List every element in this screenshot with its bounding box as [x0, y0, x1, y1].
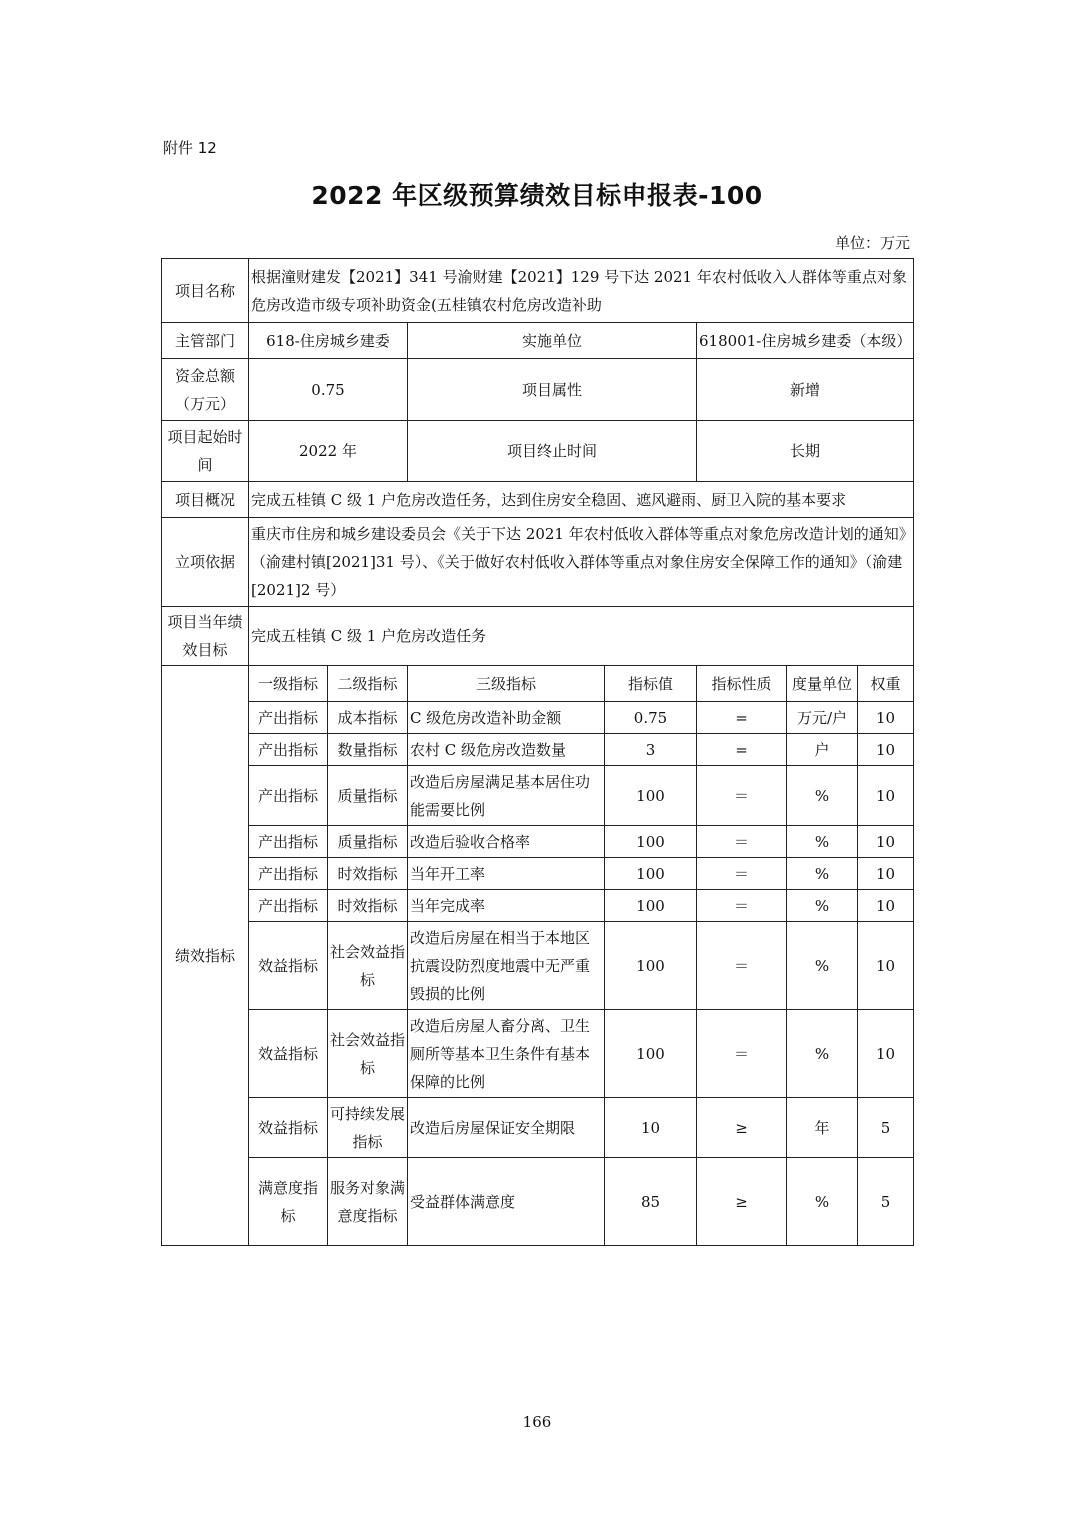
row-project-name	[162, 259, 914, 323]
row-goal	[162, 607, 914, 666]
indicator-nature: ≥	[697, 1158, 787, 1246]
measure-unit: %	[787, 858, 858, 890]
weight: 10	[858, 1010, 914, 1098]
level1-indicator: 产出指标	[249, 734, 328, 766]
project-name-label: 项目名称	[162, 259, 249, 323]
measure-unit: 户	[787, 734, 858, 766]
end-label: 项目终止时间	[408, 421, 697, 482]
level3-indicator: 改造后房屋人畜分离、卫生厕所等基本卫生条件有基本保障的比例	[408, 1010, 605, 1098]
level2-indicator: 数量指标	[328, 734, 408, 766]
indicator-nature: ≥	[697, 1098, 787, 1158]
level1-indicator: 效益指标	[249, 1010, 328, 1098]
indicator-value: 10	[605, 1098, 697, 1158]
level3-indicator: 改造后房屋满足基本居住功能需要比例	[408, 766, 605, 826]
performance-indicators-label: 绩效指标	[162, 666, 249, 1246]
indicator-value: 100	[605, 922, 697, 1010]
row-period	[162, 421, 914, 482]
level3-indicator: 改造后房屋在相当于本地区抗震设防烈度地震中无严重毁损的比例	[408, 922, 605, 1010]
row-basis	[162, 518, 914, 607]
dept-value: 618-住房城乡建委	[249, 323, 408, 359]
table-row	[162, 734, 914, 766]
row-department	[162, 323, 914, 359]
level3-indicator: 当年开工率	[408, 858, 605, 890]
level1-indicator: 产出指标	[249, 858, 328, 890]
measure-unit: 万元/户	[787, 702, 858, 734]
indicator-header-row	[162, 666, 914, 702]
indicator-nature: ＝	[697, 890, 787, 922]
level1-indicator: 满意度指标	[249, 1158, 328, 1246]
header-weight: 权重	[858, 666, 914, 702]
overview-value: 完成五桂镇 C 级 1 户危房改造任务，达到住房安全稳固、遮风避雨、厨卫入院的基本要求	[249, 482, 914, 518]
level2-indicator: 质量指标	[328, 766, 408, 826]
level2-indicator: 时效指标	[328, 890, 408, 922]
level2-indicator: 社会效益指标	[328, 1010, 408, 1098]
weight: 5	[858, 1158, 914, 1246]
measure-unit: %	[787, 826, 858, 858]
dept-label: 主管部门	[162, 323, 249, 359]
weight: 10	[858, 858, 914, 890]
indicator-nature: ＝	[697, 858, 787, 890]
table-row	[162, 1098, 914, 1158]
weight: 10	[858, 766, 914, 826]
table-row	[162, 1158, 914, 1246]
table-body	[162, 259, 914, 1246]
indicator-value: 0.75	[605, 702, 697, 734]
table-row	[162, 858, 914, 890]
funds-value: 0.75	[249, 359, 408, 421]
level3-indicator: 改造后房屋保证安全期限	[408, 1098, 605, 1158]
indicator-value: 85	[605, 1158, 697, 1246]
goal-label: 项目当年绩效目标	[162, 607, 249, 666]
table-row	[162, 826, 914, 858]
level1-indicator: 效益指标	[249, 1098, 328, 1158]
measure-unit: %	[787, 922, 858, 1010]
weight: 10	[858, 826, 914, 858]
indicator-nature: =	[697, 734, 787, 766]
goal-value: 完成五桂镇 C 级 1 户危房改造任务	[249, 607, 914, 666]
attr-value: 新增	[697, 359, 914, 421]
attr-label: 项目属性	[408, 359, 697, 421]
weight: 10	[858, 734, 914, 766]
weight: 10	[858, 922, 914, 1010]
weight: 5	[858, 1098, 914, 1158]
header-indicator-nature: 指标性质	[697, 666, 787, 702]
table-row	[162, 922, 914, 1010]
funds-label: 资金总额（万元）	[162, 359, 249, 421]
impl-label: 实施单位	[408, 323, 697, 359]
project-name-value: 根据潼财建发【2021】341 号渝财建【2021】129 号下达 2021 年农村低收入人群体等重点对象危房改造市级专项补助资金(五桂镇农村危房改造补助	[249, 259, 914, 323]
level1-indicator: 产出指标	[249, 702, 328, 734]
header-level3-indicator: 三级指标	[408, 666, 605, 702]
indicator-value: 100	[605, 826, 697, 858]
level3-indicator: 改造后验收合格率	[408, 826, 605, 858]
header-level1-indicator: 一级指标	[249, 666, 328, 702]
header-measure-unit: 度量单位	[787, 666, 858, 702]
level3-indicator: 受益群体满意度	[408, 1158, 605, 1246]
level1-indicator: 产出指标	[249, 766, 328, 826]
level1-indicator: 产出指标	[249, 890, 328, 922]
row-funds	[162, 359, 914, 421]
row-overview	[162, 482, 914, 518]
measure-unit: %	[787, 766, 858, 826]
indicator-value: 100	[605, 858, 697, 890]
measure-unit: %	[787, 890, 858, 922]
indicator-nature: ＝	[697, 1010, 787, 1098]
basis-label: 立项依据	[162, 518, 249, 607]
level3-indicator: C 级危房改造补助金额	[408, 702, 605, 734]
page-number: 166	[522, 1413, 552, 1431]
page-title: 2022 年区级预算绩效目标申报表-100	[311, 181, 763, 210]
level2-indicator: 社会效益指标	[328, 922, 408, 1010]
indicator-value: 3	[605, 734, 697, 766]
weight: 10	[858, 890, 914, 922]
header-level2-indicator: 二级指标	[328, 666, 408, 702]
level3-indicator: 当年完成率	[408, 890, 605, 922]
level2-indicator: 成本指标	[328, 702, 408, 734]
indicator-value: 100	[605, 766, 697, 826]
level1-indicator: 产出指标	[249, 826, 328, 858]
measure-unit: 年	[787, 1098, 858, 1158]
budget-target-table	[161, 258, 914, 1246]
end-value: 长期	[697, 421, 914, 482]
level2-indicator: 质量指标	[328, 826, 408, 858]
indicator-nature: =	[697, 702, 787, 734]
indicator-value: 100	[605, 1010, 697, 1098]
indicator-nature: ＝	[697, 826, 787, 858]
level1-indicator: 效益指标	[249, 922, 328, 1010]
indicator-nature: ＝	[697, 922, 787, 1010]
table-row	[162, 702, 914, 734]
overview-label: 项目概况	[162, 482, 249, 518]
level2-indicator: 可持续发展指标	[328, 1098, 408, 1158]
unit-label: 单位：万元	[834, 234, 910, 252]
table-row	[162, 766, 914, 826]
weight: 10	[858, 702, 914, 734]
measure-unit: %	[787, 1010, 858, 1098]
start-value: 2022 年	[249, 421, 408, 482]
impl-value: 618001-住房城乡建委（本级）	[697, 323, 914, 359]
level2-indicator: 服务对象满意度指标	[328, 1158, 408, 1246]
start-label: 项目起始时间	[162, 421, 249, 482]
level2-indicator: 时效指标	[328, 858, 408, 890]
indicator-value: 100	[605, 890, 697, 922]
basis-value: 重庆市住房和城乡建设委员会《关于下达 2021 年农村低收入群体等重点对象危房改造计划的通知》（渝建村镇[2021]31 号）、《关于做好农村低收入群体等重点对象住房安全保障工作的通知》（渝建[2021]2 号）	[249, 518, 914, 607]
table-row	[162, 1010, 914, 1098]
header-indicator-value: 指标值	[605, 666, 697, 702]
measure-unit: %	[787, 1158, 858, 1246]
indicator-nature: ＝	[697, 766, 787, 826]
table-row	[162, 890, 914, 922]
attachment-label: 附件 12	[163, 139, 217, 157]
level3-indicator: 农村 C 级危房改造数量	[408, 734, 605, 766]
